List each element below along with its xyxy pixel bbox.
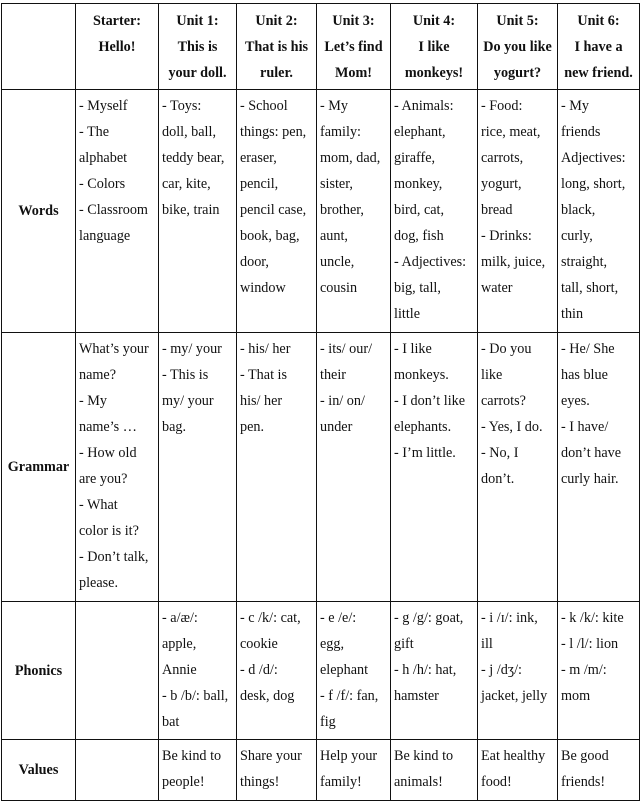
words-cell-unit-5 (478, 90, 558, 333)
grammar-cell-starter (76, 333, 159, 602)
values-cell-starter (76, 740, 159, 801)
words-cell-unit-1 (159, 90, 237, 333)
values-row (2, 740, 640, 801)
cell-line: - My (79, 393, 107, 409)
cell-line: - h /h/: hat, (394, 662, 457, 678)
header-line: your doll. (168, 65, 227, 81)
cell-line: don’t. (481, 471, 515, 487)
cell-line: bag. (162, 419, 187, 435)
header-line: Let’s find (324, 39, 383, 55)
cell-line: monkeys. (394, 367, 449, 383)
cell-line: curly, (561, 228, 593, 244)
cell-line: eraser, (240, 150, 277, 166)
header-unit-3 (317, 4, 391, 90)
cell-line: - Drinks: (481, 228, 532, 244)
cell-line: What’s your (79, 341, 149, 357)
cell-line: uncle, (320, 254, 355, 270)
grammar-cell-unit-4 (391, 333, 478, 602)
cell-line: gift (394, 636, 414, 652)
cell-line: - Classroom (79, 202, 148, 218)
cell-line: - The (79, 124, 110, 140)
header-unit-6 (558, 4, 640, 90)
cell-line: window (240, 280, 286, 296)
cell-line: desk, dog (240, 688, 295, 704)
header-line: Unit 4: (412, 13, 456, 29)
header-line: Unit 3: (332, 13, 375, 29)
cell-line: - I’m little. (394, 445, 456, 461)
grammar-row (2, 333, 640, 602)
cell-line: Eat healthy (481, 748, 546, 764)
cell-line: jacket, jelly (481, 688, 548, 704)
cell-line: Help your (320, 748, 378, 764)
cell-line: - a/æ/: (162, 610, 198, 626)
header-line: I like (418, 39, 450, 55)
cell-line: - i /ɪ/: ink, (481, 610, 538, 626)
cell-line: - Animals: (394, 98, 454, 114)
header-unit-2 (237, 4, 317, 90)
cell-line: my/ your (162, 393, 214, 409)
cell-line: family! (320, 774, 362, 790)
cell-line: - in/ on/ (320, 393, 365, 409)
cell-line: apple, (162, 636, 197, 652)
cell-line: name? (79, 367, 117, 383)
cell-line: - My (561, 98, 589, 114)
cell-line: dog, fish (394, 228, 444, 244)
header-line: Hello! (98, 39, 136, 55)
header-line: That is his (244, 39, 309, 55)
cell-line: - c /k/: cat, (240, 610, 301, 626)
cell-line: under (320, 419, 353, 435)
header-unit-5 (478, 4, 558, 90)
row-label-grammar: Grammar (2, 333, 76, 602)
header-starter (76, 4, 159, 90)
phonics-cell-unit-2 (237, 602, 317, 740)
cell-line: please. (79, 575, 118, 591)
cell-line: - Yes, I do. (481, 419, 543, 435)
cell-line: - No, I (481, 445, 519, 461)
cell-line: elephants. (394, 419, 452, 435)
cell-line: cookie (240, 636, 278, 652)
cell-line: animals! (394, 774, 443, 790)
cell-line: - d /d/: (240, 662, 278, 678)
cell-line: - He/ She (561, 341, 615, 357)
values-cell-unit-1 (159, 740, 237, 801)
cell-line: - Toys: (162, 98, 202, 114)
cell-line: Be good (561, 748, 609, 764)
cell-line: big, tall, (394, 280, 441, 296)
header-line: monkeys! (404, 65, 464, 81)
cell-line: things! (240, 774, 280, 790)
cell-line: bread (481, 202, 513, 218)
cell-line: - I have/ (561, 419, 609, 435)
cell-line: has blue (561, 367, 608, 383)
cell-line: - This is (162, 367, 209, 383)
cell-line: - How old (79, 445, 137, 461)
row-label-words: Words (2, 90, 76, 333)
cell-line: Annie (162, 662, 197, 678)
cell-line: pen. (240, 419, 265, 435)
cell-line: teddy bear, (162, 150, 225, 166)
header-unit-1 (159, 4, 237, 90)
cell-line: cousin (320, 280, 358, 296)
cell-line: - j /dʒ/: (481, 662, 522, 678)
cell-line: - That is (240, 367, 288, 383)
cell-line: family: (320, 124, 361, 140)
cell-line: giraffe, (394, 150, 436, 166)
row-label-values: Values (2, 740, 76, 801)
cell-line: little (394, 306, 421, 322)
cell-line: like (481, 367, 503, 383)
header-line: yogurt? (493, 65, 542, 81)
cell-line: - I don’t like (394, 393, 466, 409)
header-line: new friend. (564, 65, 633, 81)
words-cell-unit-4 (391, 90, 478, 333)
cell-line: people! (162, 774, 205, 790)
header-line: Unit 1: (176, 13, 219, 29)
grammar-cell-unit-6 (558, 333, 640, 602)
cell-line: water (481, 280, 513, 296)
cell-line: - his/ her (240, 341, 291, 357)
cell-line: eyes. (561, 393, 590, 409)
cell-line: hamster (394, 688, 439, 704)
phonics-cell-starter (76, 602, 159, 740)
cell-line: bird, cat, (394, 202, 445, 218)
cell-line: - What (79, 497, 118, 513)
header-line: Starter: (92, 13, 142, 29)
cell-line: long, short, (561, 176, 626, 192)
cell-line: tall, short, (561, 280, 619, 296)
cell-line: - f /f/: fan, (320, 688, 379, 704)
cell-line: their (320, 367, 346, 383)
cell-line: are you? (79, 471, 128, 487)
header-row (2, 4, 640, 90)
cell-line: yogurt, (481, 176, 522, 192)
cell-line: monkey, (394, 176, 443, 192)
cell-line: - e /e/: (320, 610, 357, 626)
header-line: Do you like (483, 39, 552, 55)
header-line: Unit 6: (577, 13, 620, 29)
cell-line: - m /m/: (561, 662, 607, 678)
cell-line: Adjectives: (561, 150, 626, 166)
header-unit-4 (391, 4, 478, 90)
cell-line: mom, dad, (320, 150, 381, 166)
cell-line: - Do you (481, 341, 532, 357)
cell-line: door, (240, 254, 269, 270)
grammar-cell-unit-1 (159, 333, 237, 602)
words-row (2, 90, 640, 333)
cell-line: pencil, (240, 176, 279, 192)
cell-line: his/ her (240, 393, 283, 409)
cell-line: - my/ your (162, 341, 222, 357)
cell-line: language (79, 228, 131, 244)
cell-line: doll, ball, (162, 124, 216, 140)
header-line: Mom! (334, 65, 373, 81)
words-cell-starter (76, 90, 159, 333)
cell-line: - School (240, 98, 288, 114)
cell-line: milk, juice, (481, 254, 546, 270)
header-line: I have a (574, 39, 623, 55)
cell-line: Share your (240, 748, 302, 764)
header-line: Unit 2: (255, 13, 298, 29)
cell-line: bike, train (162, 202, 220, 218)
cell-line: aunt, (320, 228, 348, 244)
cell-line: - l /l/: lion (561, 636, 619, 652)
cell-line: - Don’t talk, (79, 549, 149, 565)
values-cell-unit-4 (391, 740, 478, 801)
cell-line: thin (561, 306, 584, 322)
phonics-cell-unit-1 (159, 602, 237, 740)
cell-line: Be kind to (162, 748, 222, 764)
cell-line: - k /k/: kite (561, 610, 624, 626)
syllabus-table (1, 3, 640, 801)
cell-line: book, bag, (240, 228, 300, 244)
cell-line: - Adjectives: (394, 254, 467, 270)
cell-line: black, (561, 202, 596, 218)
words-cell-unit-3 (317, 90, 391, 333)
cell-line: pencil case, (240, 202, 307, 218)
words-cell-unit-2 (237, 90, 317, 333)
cell-line: - Myself (79, 98, 128, 114)
values-cell-unit-5 (478, 740, 558, 801)
header-line: This is (177, 39, 218, 55)
words-cell-unit-6 (558, 90, 640, 333)
cell-line: - Colors (79, 176, 126, 192)
cell-line: rice, meat, (481, 124, 541, 140)
cell-line: fig (320, 714, 336, 730)
cell-line: - Food: (481, 98, 523, 114)
phonics-cell-unit-3 (317, 602, 391, 740)
cell-line: elephant, (394, 124, 446, 140)
cell-line: - I like (394, 341, 432, 357)
header-line: ruler. (260, 65, 293, 81)
phonics-cell-unit-4 (391, 602, 478, 740)
cell-line: friends! (561, 774, 606, 790)
cell-line: don’t have (561, 445, 622, 461)
cell-line: brother, (320, 202, 364, 218)
phonics-cell-unit-6 (558, 602, 640, 740)
cell-line: name’s … (79, 419, 137, 435)
cell-line: - My (320, 98, 348, 114)
cell-line: carrots, (481, 150, 524, 166)
cell-line: ill (481, 636, 493, 652)
cell-line: mom (561, 688, 591, 704)
corner-cell (2, 4, 76, 90)
cell-line: elephant (320, 662, 369, 678)
values-cell-unit-6 (558, 740, 640, 801)
grammar-cell-unit-5 (478, 333, 558, 602)
row-label-phonics: Phonics (2, 602, 76, 740)
cell-line: things: pen, (240, 124, 307, 140)
cell-line: egg, (320, 636, 345, 652)
cell-line: - b /b/: ball, (162, 688, 229, 704)
cell-line: car, kite, (162, 176, 211, 192)
cell-line: - its/ our/ (320, 341, 373, 357)
cell-line: Be kind to (394, 748, 454, 764)
cell-line: bat (162, 714, 180, 730)
grammar-cell-unit-3 (317, 333, 391, 602)
cell-line: color is it? (79, 523, 139, 539)
cell-line: alphabet (79, 150, 128, 166)
values-cell-unit-2 (237, 740, 317, 801)
values-cell-unit-3 (317, 740, 391, 801)
grammar-cell-unit-2 (237, 333, 317, 602)
phonics-row (2, 602, 640, 740)
cell-line: friends (561, 124, 601, 140)
cell-line: food! (481, 774, 512, 790)
cell-line: straight, (561, 254, 608, 270)
cell-line: sister, (320, 176, 353, 192)
cell-line: - g /g/: goat, (394, 610, 464, 626)
phonics-cell-unit-5 (478, 602, 558, 740)
header-line: Unit 5: (496, 13, 539, 29)
cell-line: carrots? (481, 393, 526, 409)
cell-line: curly hair. (561, 471, 619, 487)
